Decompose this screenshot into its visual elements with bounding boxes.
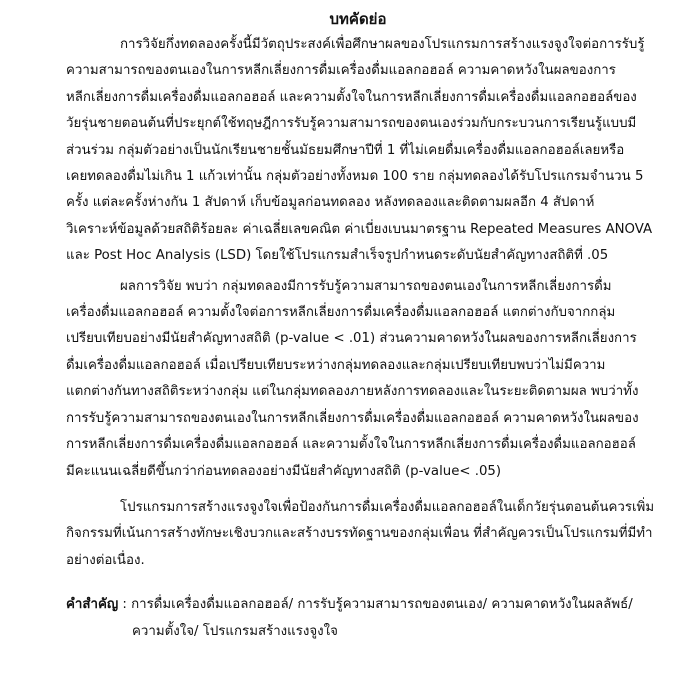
paragraph-line: อย่างต่อเนื่อง.: [66, 552, 145, 568]
paragraph-line: หลีกเลี่ยงการดื่มเครื่องดื่มแอลกอฮอล์ และความตั้งใจในการหลีกเลี่ยงการดื่มเครื่องดื่มแอลกอฮอล์ของ: [66, 89, 637, 105]
paragraph-line: มีคะแนนเฉลี่ยดีขึ้นกว่าก่อนทดลองอย่างมีนัยสำคัญทางสถิติ (p-value< .05): [66, 463, 502, 479]
paragraph-line: แตกต่างกันทางสถิติระหว่างกลุ่ม แต่ในกลุ่มทดลองภายหลังการทดลองและในระยะติดตามผล พบว่าทั้ง: [66, 384, 639, 400]
paragraph-line: และ Post Hoc Analysis (LSD) โดยใช้โปรแกรมสำเร็จรูปกำหนดระดับนัยสำคัญทางสถิติที่ .05: [66, 248, 609, 264]
paragraph-line: ส่วนร่วม กลุ่มตัวอย่างเป็นนักเรียนชายชั้นมัธยมศึกษาปีที่ 1 ที่ไม่เคยดื่มเครื่องดื่มแอลกอฮอล์เลยหรือ: [66, 142, 625, 158]
abstract-paragraph-recommendation: [66, 495, 656, 574]
keywords-list-part-2: ความตั้งใจ/ โปรแกรมสร้างแรงจูงใจ: [132, 623, 338, 639]
keywords-block: [66, 592, 656, 645]
paragraph-line: การรับรู้ความสามารถของตนเองในการหลีกเลี่ยงการดื่มเครื่องดื่มแอลกอฮอล์ ความคาดหวังในผลของ: [66, 410, 639, 426]
paragraph-line: กิจกรรมที่เน้นการสร้างทักษะเชิงบวกและสร้างบรรทัดฐานของกลุ่มเพื่อน ที่สำคัญควรเป็นโปรแกรมที่มีทำ: [66, 526, 653, 542]
abstract-paragraph-objective: [66, 32, 656, 270]
paragraph-line: ครั้ง แต่ละครั้งห่างกัน 1 สัปดาห์ เก็บข้อมูลก่อนทดลอง หลังทดลองและติดตามผลอีก 4 สัปดาห์: [66, 195, 595, 211]
paragraph-line: เปรียบเทียบอย่างมีนัยสำคัญทางสถิติ (p-value < .01) ส่วนความคาดหวังในผลของการหลีกเลี่ยงการ: [66, 331, 637, 347]
keywords-list-part-1: การดื่มเครื่องดื่มแอลกอฮอล์/ การรับรู้ความสามารถของตนเอง/ ความคาดหวังในผลลัพธ์/: [126, 597, 633, 613]
abstract-paragraph-results: [66, 274, 656, 485]
paragraph-line: ดื่มเครื่องดื่มแอลกอฮอล์ เมื่อเปรียบเทียบระหว่างกลุ่มทดลองและกลุ่มเปรียบเทียบพบว่าไม่มีความ: [66, 357, 606, 373]
keywords-line-1: [66, 592, 656, 618]
paragraph-line: วิเคราะห์ข้อมูลด้วยสถิติร้อยละ ค่าเฉลี่ยเลขคณิต ค่าเบี่ยงเบนมาตรฐาน Repeated Measures ANOVA: [66, 221, 653, 237]
paragraph-line: ความสามารถของตนเองในการหลีกเลี่ยงการดื่มเครื่องดื่มแอลกอฮอล์ ความคาดหวังในผลของการ: [66, 63, 616, 79]
paragraph-line: ผลการวิจัย พบว่า กลุ่มทดลองมีการรับรู้ความสามารถของตนเองในการหลีกเลี่ยงการดื่ม: [120, 278, 612, 294]
paragraph-line: วัยรุ่นชายตอนต้นที่ประยุกต์ใช้ทฤษฎีการรับรู้ความสามารถของตนเองร่วมกับกระบวนการเรียนรู้แบบมี: [66, 116, 637, 132]
abstract-title: บทคัดย่อ: [329, 10, 387, 28]
paragraph-line: เคยทดลองดื่มไม่เกิน 1 แก้วเท่านั้น กลุ่มตัวอย่างทั้งหมด 100 ราย กลุ่มทดลองได้รับโปรแกรมจำนวน 5: [66, 169, 644, 185]
keywords-separator: :: [118, 597, 127, 613]
keywords-label: คำสำคัญ: [66, 597, 119, 613]
paragraph-line: การวิจัยกึ่งทดลองครั้งนี้มีวัตถุประสงค์เพื่อศึกษาผลของโปรแกรมการสร้างแรงจูงใจต่อการรับรู้: [120, 37, 645, 52]
paragraph-line: เครื่องดื่มแอลกอฮอล์ ความตั้งใจต่อการหลีกเลี่ยงการดื่มเครื่องดื่มแอลกอฮอล์ แตกต่างกับจากกลุ่ม: [66, 305, 616, 321]
paragraph-line: การหลีกเลี่ยงการดื่มเครื่องดื่มแอลกอฮอล์ และความตั้งใจในการหลีกเลี่ยงการดื่มเครื่องดื่มแอลกอฮอล์: [66, 437, 636, 453]
paragraph-line: โปรแกรมการสร้างแรงจูงใจเพื่อป้องกันการดื่มเครื่องดื่มแอลกอฮอล์ในเด็กวัยรุ่นตอนต้นควรเพิ่ม: [120, 499, 655, 515]
